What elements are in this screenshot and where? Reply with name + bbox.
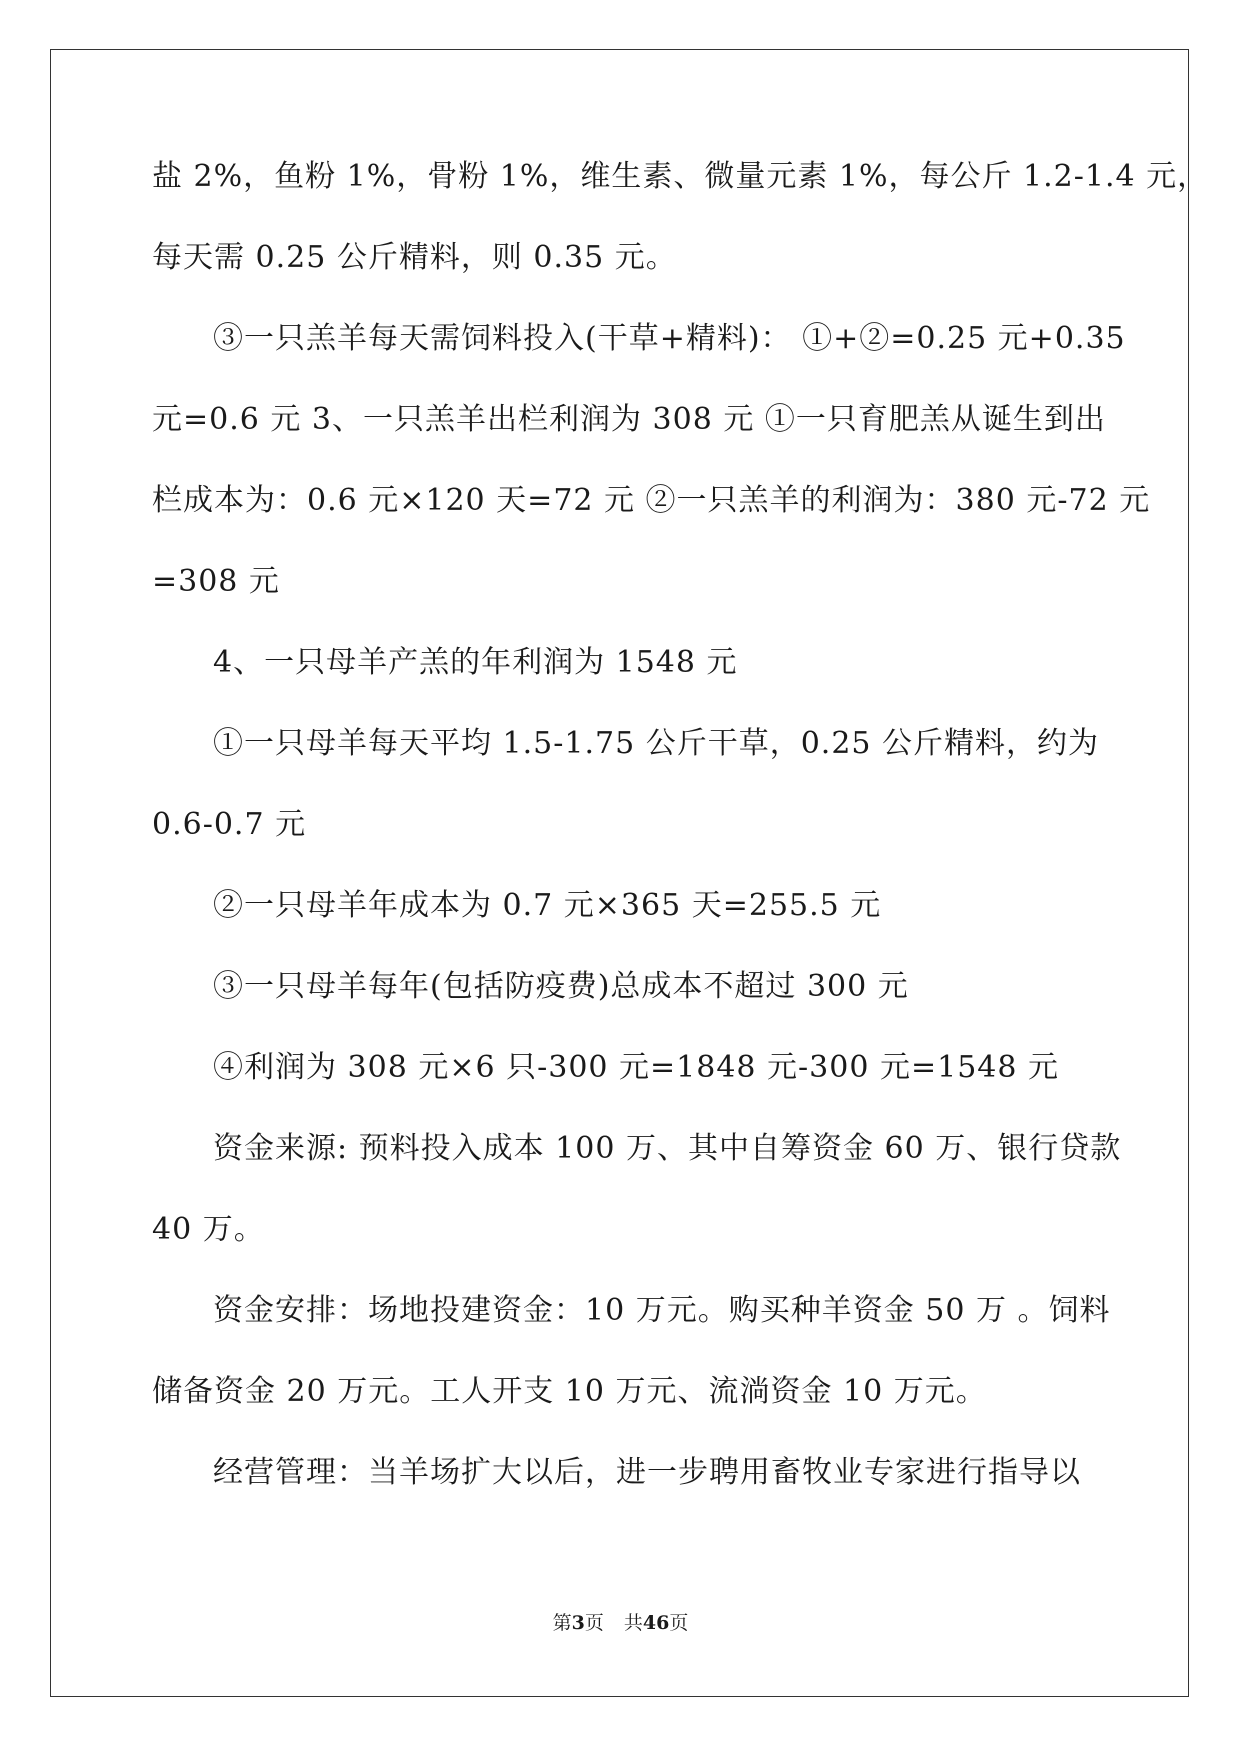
text-line-1: 盐 2%，鱼粉 1%，骨粉 1%，维生素、微量元素 1%，每公斤 1.2-1.4 元，: [152, 159, 1209, 194]
footer-page-mid: 页: [584, 1612, 604, 1634]
footer-page-current: 3: [571, 1612, 585, 1634]
text-line-12: ④利润为 308 元×6 只-300 元=1848 元-300 元=1548 元: [213, 1050, 1060, 1085]
text-line-9: 0.6-0.7 元: [152, 807, 307, 842]
text-line-11: ③一只母羊每年(包括防疫费)总成本不超过 300 元: [213, 969, 909, 1004]
document-body: [152, 159, 1209, 1537]
footer-page-total: 46: [642, 1612, 670, 1634]
footer-total-prefix: 共: [623, 1612, 643, 1634]
text-line-2: 每天需 0.25 公斤精料，则 0.35 元。: [152, 240, 677, 275]
text-line-7: 4、一只母羊产羔的年利润为 1548 元: [213, 645, 738, 680]
text-line-5: 栏成本为：0.6 元×120 天=72 元 ②一只羔羊的利润为：380 元-72 元: [152, 483, 1151, 518]
text-line-10: ②一只母羊年成本为 0.7 元×365 天=255.5 元: [213, 888, 882, 923]
footer-total-suffix: 页: [669, 1612, 689, 1634]
text-line-15: 资金安排：场地投建资金：10 万元。购买种羊资金 50 万 。饲料: [213, 1293, 1111, 1328]
text-line-3: ③一只羔羊每天需饲料投入(干草+精料)： ①+②=0.25 元+0.35: [213, 321, 1126, 356]
page-footer: [0, 1608, 1241, 1635]
text-line-16: 储备资金 20 万元。工人开支 10 万元、流淌资金 10 万元。: [152, 1374, 987, 1409]
footer-page-prefix: 第: [552, 1612, 572, 1634]
text-line-14: 40 万。: [152, 1212, 265, 1247]
text-line-8: ①一只母羊每天平均 1.5-1.75 公斤干草，0.25 公斤精料，约为: [213, 726, 1100, 761]
text-line-6: =308 元: [152, 564, 280, 599]
text-line-13: 资金来源: 预料投入成本 100 万、其中自筹资金 60 万、银行贷款: [213, 1131, 1122, 1166]
text-line-17: 经营管理：当羊场扩大以后，进一步聘用畜牧业专家进行指导以: [213, 1455, 1081, 1490]
text-line-4: 元=0.6 元 3、一只羔羊出栏利润为 308 元 ①一只育肥羔从诞生到出: [152, 402, 1106, 437]
